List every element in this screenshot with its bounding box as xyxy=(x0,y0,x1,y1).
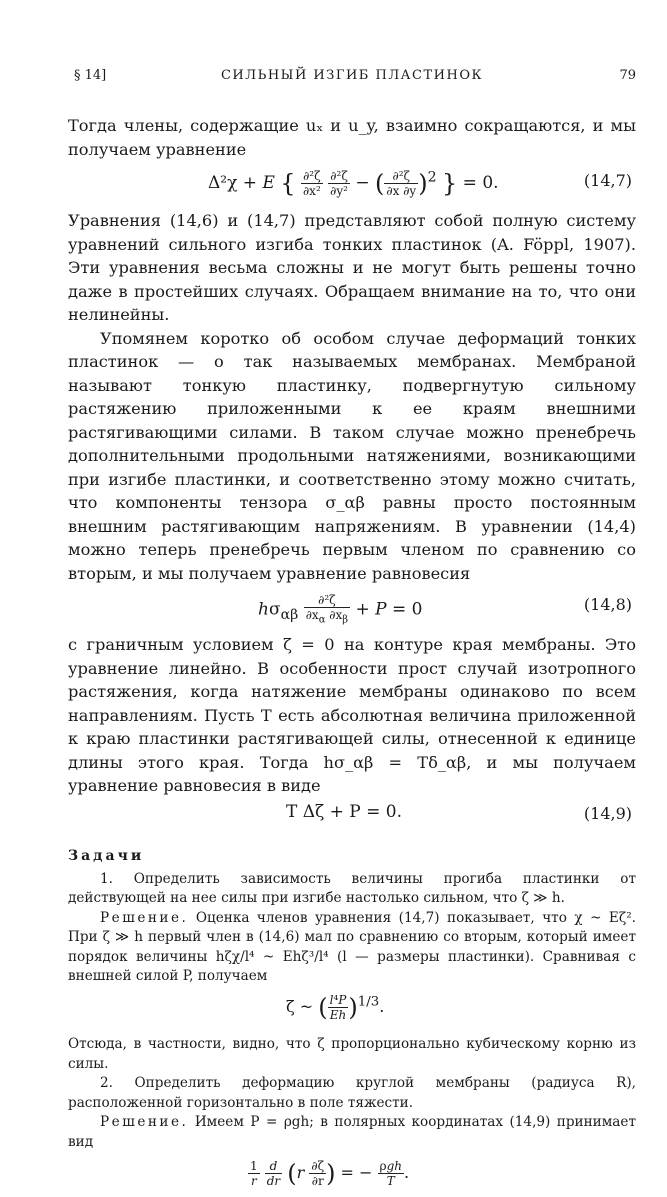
problem-1-result-formula: ζ ~ ( $\frac{\text{l⁴P}}{Eh}$ )$^{1/3}$. xyxy=(286,993,385,1023)
equation-14-8 xyxy=(68,585,636,633)
paragraph-3: Упомянем коротко об особом случае деформаций тонких пластинок — о так называемых мембранах. Мембраной называют тонкую пластинку, подвергнутую сильному растяжению приложенными к ее краям внешними растягивающими силами. В таком случае можно пренебречь дополнительными продольными натяжениями, возникающими при изгибе пластинки, и соответственно этому можно считать, что компоненты тензора σ_αβ равны просто постоянным внешним растягивающим напряжениям. В уравнении (14,4) можно теперь пренебречь первым членом по сравнению со вторым, и мы получаем уравнение равновесия xyxy=(68,328,636,583)
paragraph-2: Уравнения (14,6) и (14,7) представляют собой полную систему уравнений сильного изгиба тонких пластинок (A. Föppl, 1907). Эти уравнения весьма сложны и не могут быть решены точно даже в простейших случаях. Обращаем внимание на то, что они нелинейны. xyxy=(68,211,636,324)
equation-14-9-number: (14,9) xyxy=(583,803,632,823)
equation-14-7-formula: Δ²χ + E { $\frac{\text{∂²ζ}}{\text{∂x²}}$ $\frac{\text{∂²ζ}}{\text{∂y²}}$ − ( $\frac{\text{∂²ζ}}{\partial x \partial y}$ )$^2$ } = 0. xyxy=(208,169,499,198)
solution-label: Решение. xyxy=(100,1114,189,1131)
running-title: СИЛЬНЫЙ ИЗГИБ ПЛАСТИНОК xyxy=(220,68,484,83)
problem-1-conclusion: Отсюда, в частности, видно, что ζ пропорционально кубическому корню из силы. xyxy=(68,1036,636,1072)
equation-14-7-number: (14,7) xyxy=(583,171,632,190)
problems-section xyxy=(68,848,636,1197)
problem-1-statement: 1. Определить зависимость величины прогиба пластинки от действующей на нее силы при изгибе настолько сильном, что ζ ≫ h. xyxy=(68,870,636,907)
problem-2-statement: 2. Определить деформацию круглой мембраны (радиуса R), расположенной горизонтально в поле тяжести. xyxy=(68,1075,636,1111)
problem-2-equation xyxy=(68,1153,636,1197)
page xyxy=(68,68,636,1197)
problems-title: Задачи xyxy=(68,847,145,864)
equation-14-8-number: (14,8) xyxy=(583,595,632,614)
problem-2-solution-text: Имеем P = ρgh; в полярных координатах (14,9) принимает вид xyxy=(68,1114,636,1151)
section-marker: § 14] xyxy=(74,68,107,83)
page-number: 79 xyxy=(619,68,636,83)
solution-label: Решение. xyxy=(100,909,189,926)
problem-1-solution xyxy=(68,909,636,987)
equation-14-7 xyxy=(68,161,636,209)
paragraph-1: Тогда члены, содержащие uₓ и u_y, взаимно сокращаются, и мы получаем уравнение xyxy=(68,116,636,159)
equation-14-9 xyxy=(68,798,636,834)
problem-1-result-equation xyxy=(68,987,636,1035)
problem-1-solution-text: Оценка членов уравнения (14,7) показывает, что χ ~ Eζ². При ζ ≫ h первый член в (14,6) мал по сравнению со вторым, который имеет порядок величины hζχ/l⁴ ~ Ehζ³/l⁴ (l — размеры пластинки). Сравнивая с внешней силой P, получаем xyxy=(68,909,636,985)
equation-14-9-formula: T Δζ + P = 0. xyxy=(286,801,402,822)
running-header xyxy=(68,68,636,90)
equation-14-8-formula: $h\sigma_{\alpha\beta}$ $\frac{\text{∂²ζ}}{\partial x_\alpha \partial x_\beta}$ + P = 0 xyxy=(258,593,423,626)
paragraph-4: с граничным условием ζ = 0 на контуре края мембраны. Это уравнение линейно. В особенности прост случай изотропного растяжения, когда натяжение мембраны одинаково по всем направлениям. Пусть T есть абсолютная величина приложенной к краю пластинки растягивающей силы, отнесенной к единице длины этого края. Тогда hσ_αβ = Tδ_αβ, и мы получаем уравнение равновесия в виде xyxy=(68,635,636,795)
problem-2-formula: $\frac{1}{r}$ $\frac{d}{dr}$ (r $\frac{\partial\zeta}{\partial r}$ ) = − $\frac{\text{ρgh}}{T}$ . xyxy=(250,1158,410,1188)
problem-2-solution xyxy=(68,1113,636,1152)
